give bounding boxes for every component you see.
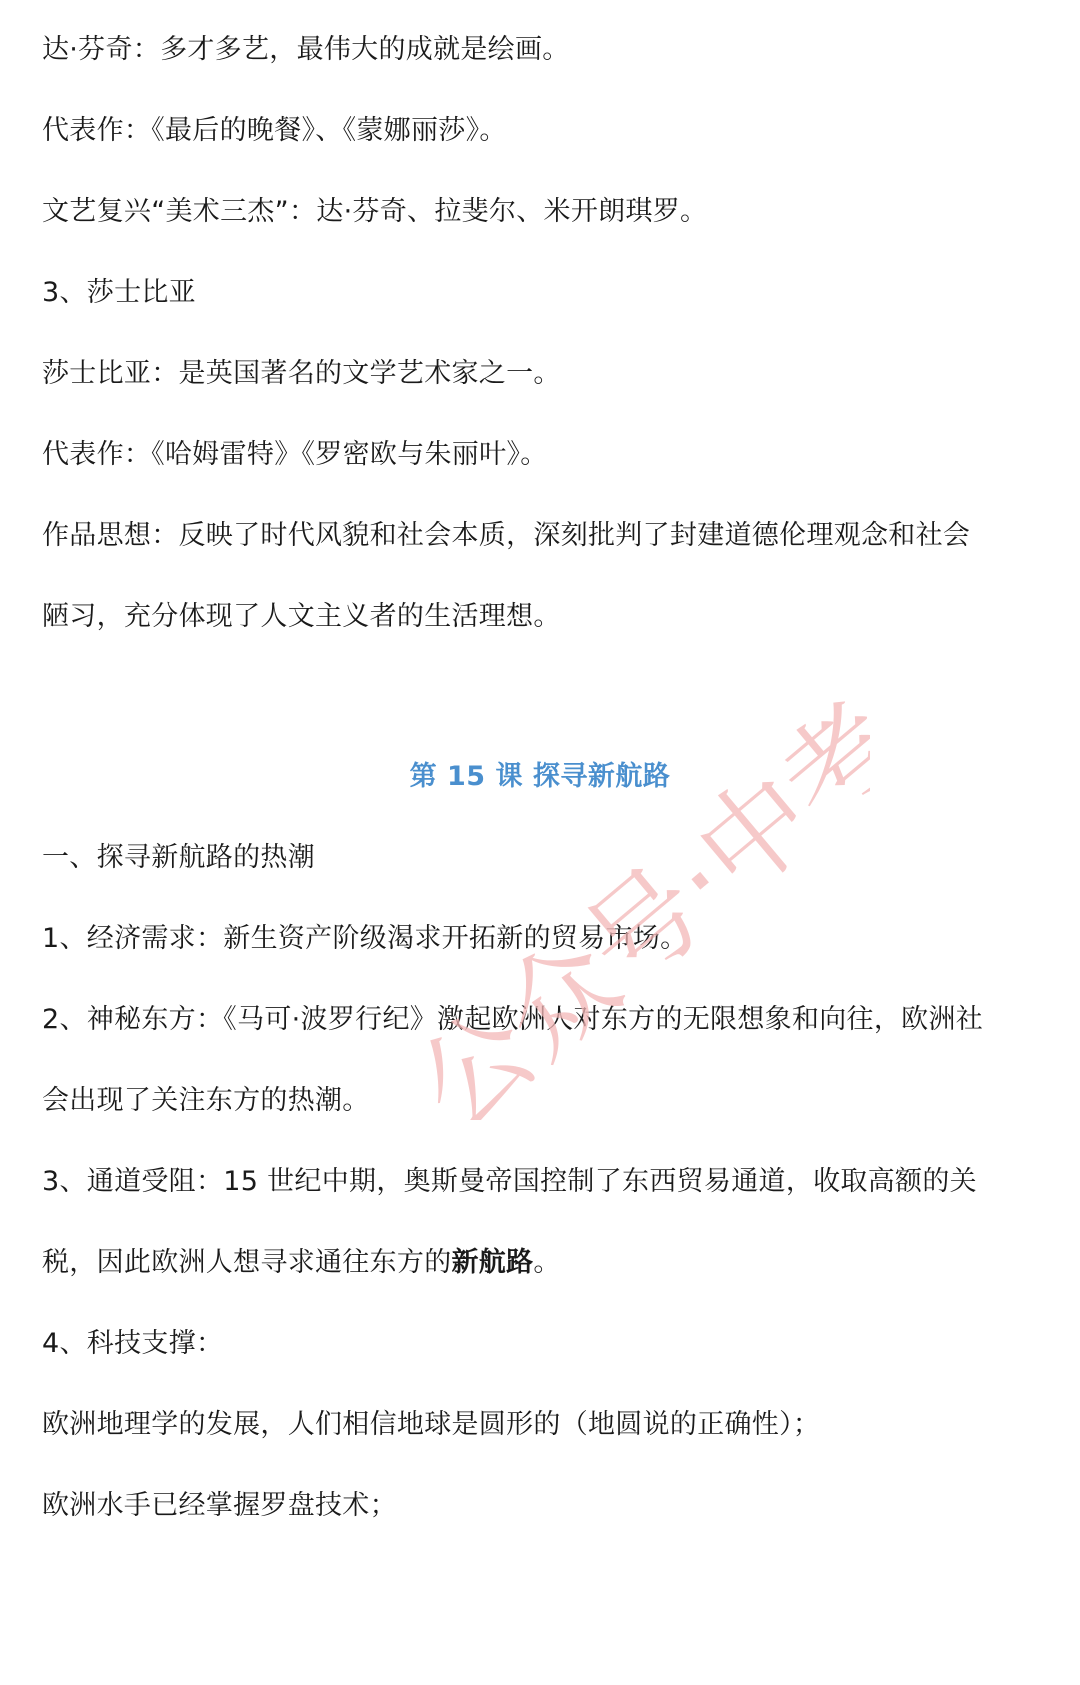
item-blocked-route-line1: 3、通道受阻：15 世纪中期，奥斯曼帝国控制了东西贸易通道，收取高额的关 [42,1166,977,1197]
watermark-text: 公众号·中考 [393,679,870,1120]
paragraph-davinci-works: 代表作：《最后的晚餐》、《蒙娜丽莎》。 [42,115,507,146]
section-title: 一、探寻新航路的热潮 [42,842,315,873]
item-geography: 欧洲地理学的发展，人们相信地球是圆形的（地圆说的正确性）； [42,1409,821,1440]
item-compass: 欧洲水手已经掌握罗盘技术； [42,1490,397,1521]
paragraph-shakespeare-works: 代表作：《哈姆雷特》《罗密欧与朱丽叶》。 [42,439,548,470]
item-blocked-route-text: 税，因此欧洲人想寻求通往东方的 [42,1247,452,1278]
item-mysterious-east-line2: 会出现了关注东方的热潮。 [42,1085,370,1116]
new-route-emphasis: 新航路 [451,1247,534,1278]
paragraph-shakespeare: 莎士比亚：是英国著名的文学艺术家之一。 [42,358,561,389]
subheading-shakespeare: 3、莎士比亚 [42,277,196,308]
item-blocked-route-end: 。 [533,1247,561,1278]
paragraph-works-ideas-line2: 陋习，充分体现了人文主义者的生活理想。 [42,601,561,632]
item-economic-demand: 1、经济需求：新生资产阶级渴求开拓新的贸易市场。 [42,923,688,954]
paragraph-davinci: 达·芬奇：多才多艺，最伟大的成就是绘画。 [42,34,570,65]
lesson-heading: 第 15 课 探寻新航路 [409,761,671,792]
item-mysterious-east-line1: 2、神秘东方：《马可·波罗行纪》激起欧洲人对东方的无限想象和向往，欧洲社 [42,1004,984,1035]
paragraph-works-ideas-line1: 作品思想：反映了时代风貌和社会本质，深刻批判了封建道德伦理观念和社会 [42,520,971,551]
item-blocked-route-line2 [42,1243,1040,1283]
paragraph-three-masters: 文艺复兴“美术三杰”：达·芬奇、拉斐尔、米开朗琪罗。 [42,196,708,227]
item-tech-support: 4、科技支撑： [42,1328,224,1359]
